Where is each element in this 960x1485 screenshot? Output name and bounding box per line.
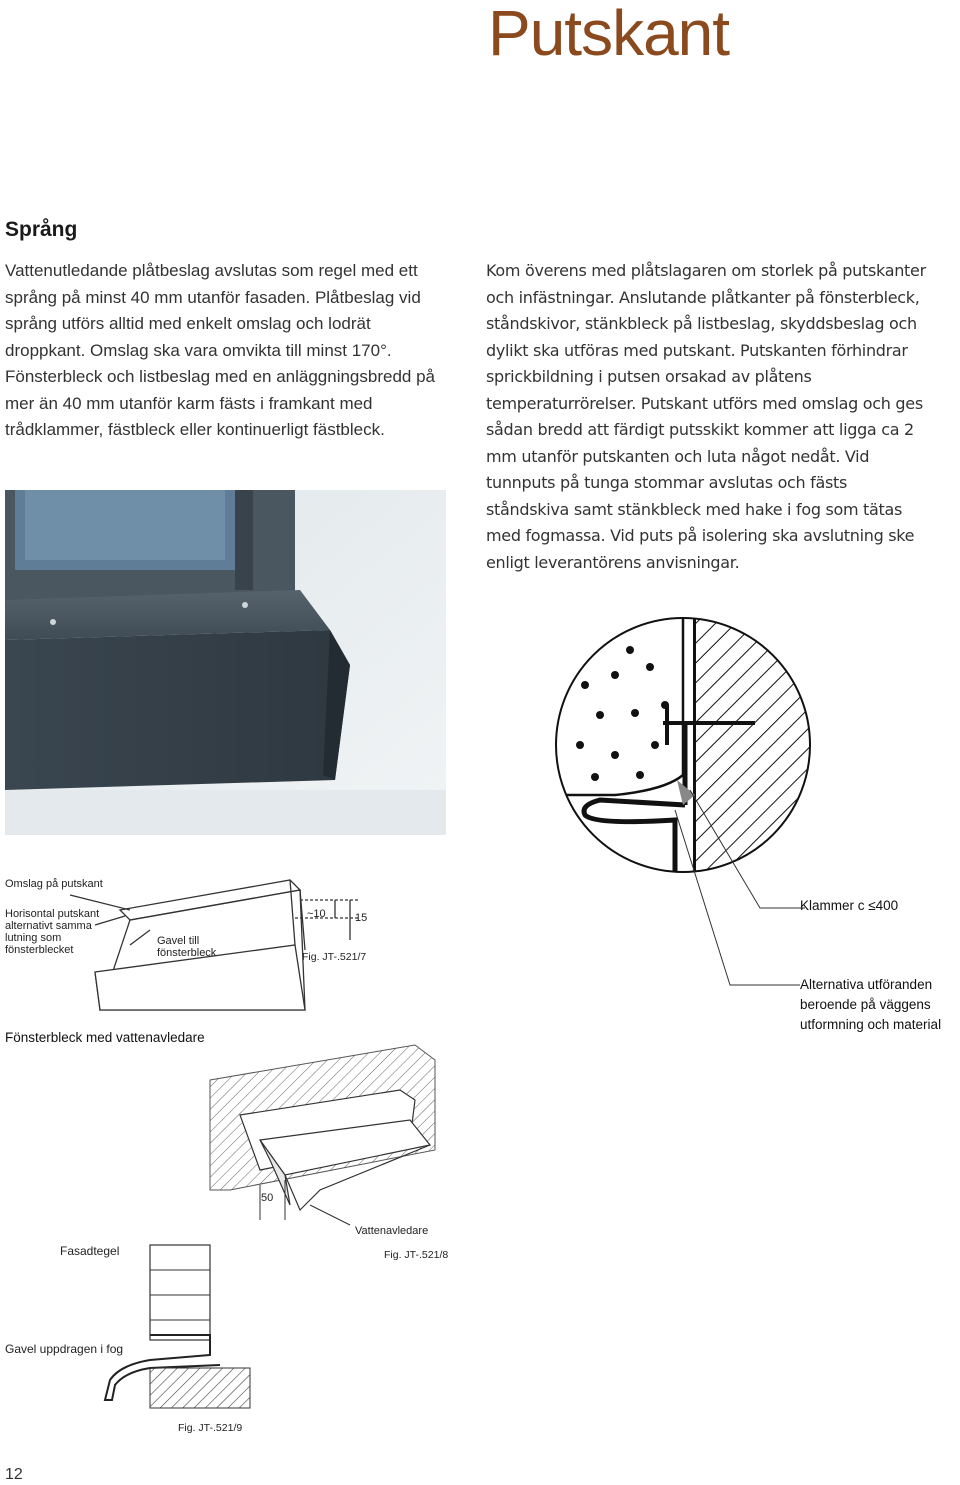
page-title: Putskant <box>488 0 730 69</box>
fig7-omslag-label: Omslag på putskant <box>5 878 103 890</box>
fig9-number: Fig. JT-.521/9 <box>178 1422 243 1434</box>
fig8-drawing <box>200 1040 450 1255</box>
fig8-vattenavledare-label: Vattenavledare <box>355 1225 429 1237</box>
fig7-dim-15: 15 <box>355 912 368 924</box>
klammer-label: Klammer c ≤400 <box>800 898 899 913</box>
fig7-dim-10: ~10 <box>307 908 326 920</box>
section-heading: Språng <box>5 218 78 241</box>
window-sill-photo <box>5 490 446 835</box>
page-number: 12 <box>5 1466 23 1483</box>
fig7-gavel-label: Gavel till fönsterbleck <box>157 935 217 959</box>
fig9-drawing <box>90 1240 260 1420</box>
fig8-number: Fig. JT-.521/8 <box>384 1249 449 1261</box>
fig9-gavel-fog-label: Gavel uppdragen i fog <box>5 1342 124 1356</box>
fig9-fasadtegel-label: Fasadtegel <box>60 1244 120 1258</box>
fig7-caption: Fönsterbleck med vattenavledare <box>5 1030 205 1045</box>
right-paragraph: Kom överens med plåtslagaren om storlek på putskanter och infästningar. Anslutande plåtkanter på fönsterbleck, ståndskivor, stänkbleck på listbeslag, skyddsbeslag och dylikt ska utföras med putskant. Putskanten förhindrar sprickbildning i putsen orsakad av plåtens temperaturrörelser. Putskant utförs med omslag och ges sådan bredd att färdigt putsskikt kommer att ligga ca 2 mm utanför putskanten och luta något nedåt. Vid tunnputs på tunga stommar avslutas och fästs ståndskiva samt stänkbleck med hake i fog som tätas med fogmassa. Vid puts på isolering ska avslutning ske enligt leverantörens anvisningar. <box>486 261 926 572</box>
left-paragraph: Vattenutledande plåtbeslag avslutas som regel med ett språng på minst 40 mm utanför fasaden. Plåtbeslag vid språng utförs alltid med enkelt omslag och lodrät droppkant. Omslag ska vara omvikta till minst 170°. Fönsterbleck och listbeslag med en anläggningsbredd på mer än 40 mm utanför karm fästs i framkant med trådklammer, fästbleck eller kontinuerligt fästbleck. <box>5 261 435 439</box>
alternativa-label: Alternativa utföranden beroende på väggens utformning och material <box>800 977 942 1032</box>
fig7-horisontal-label: Horisontal putskant alternativt samma lutning som fönsterblecket <box>5 908 100 956</box>
fig8-dim-50: 50 <box>261 1192 274 1204</box>
fig7-number: Fig. JT-.521/7 <box>302 951 367 963</box>
detail-leader-lines <box>650 780 810 1005</box>
